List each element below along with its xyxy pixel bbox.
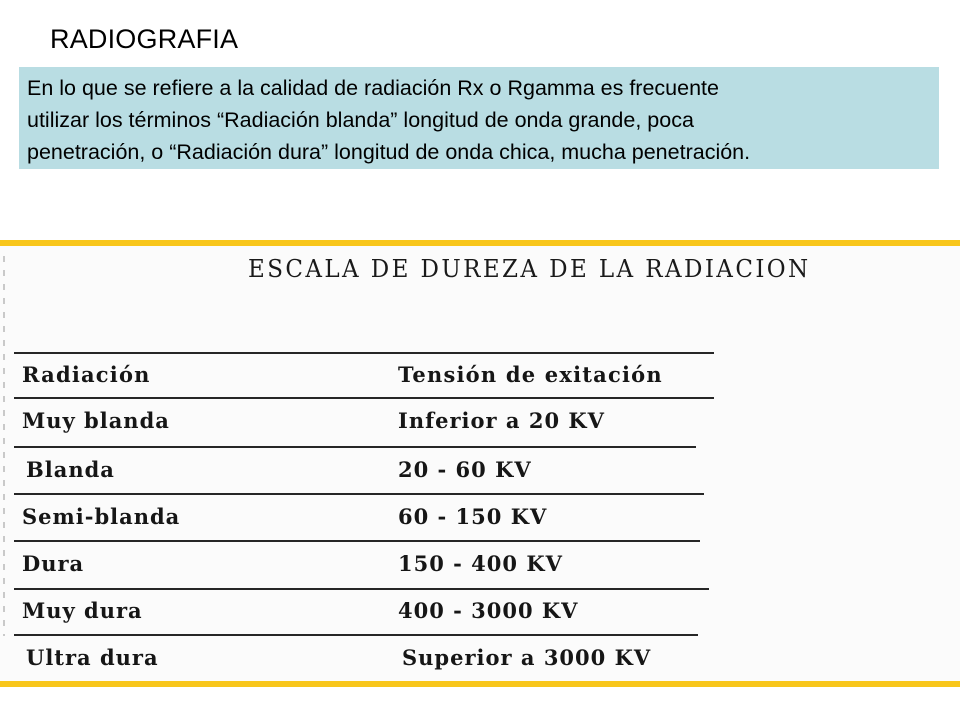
row-voltage: 400 - 3000 KV <box>398 598 579 623</box>
row-radiation: Blanda <box>26 457 115 482</box>
row-voltage: 20 - 60 KV <box>398 457 532 482</box>
header-voltage: Tensión de exitación <box>398 362 663 387</box>
table-rule <box>14 397 714 399</box>
table-rule <box>14 493 704 495</box>
row-voltage: Superior a 3000 KV <box>402 645 652 670</box>
slide-title: RADIOGRAFIA <box>50 24 239 54</box>
table-rule <box>14 352 714 354</box>
table-rule <box>14 446 696 448</box>
table-rule <box>14 540 700 542</box>
row-voltage: 150 - 400 KV <box>398 551 563 576</box>
intro-line: utilizar los términos “Radiación blanda” longitud de onda grande, poca <box>27 108 694 132</box>
row-radiation: Semi-blanda <box>22 504 181 529</box>
row-voltage: 60 - 150 KV <box>398 504 548 529</box>
header-radiation: Radiación <box>22 362 151 387</box>
table-title: ESCALA DE DUREZA DE LA RADIACION <box>248 256 811 284</box>
row-voltage: Inferior a 20 KV <box>398 408 605 433</box>
intro-text-box <box>19 67 939 169</box>
row-radiation: Dura <box>22 551 85 576</box>
row-radiation: Muy blanda <box>22 408 170 433</box>
intro-line: En lo que se refiere a la calidad de radiación Rx o Rgamma es frecuente <box>27 76 719 100</box>
intro-line: penetración, o “Radiación dura” longitud de onda chica, mucha penetración. <box>27 140 751 164</box>
table-rule <box>14 588 709 590</box>
row-radiation: Muy dura <box>22 598 143 623</box>
bottom-accent-bar <box>0 681 960 687</box>
table-rule <box>14 634 698 636</box>
row-radiation: Ultra dura <box>26 645 159 670</box>
scan-edge-artifact <box>3 256 5 636</box>
